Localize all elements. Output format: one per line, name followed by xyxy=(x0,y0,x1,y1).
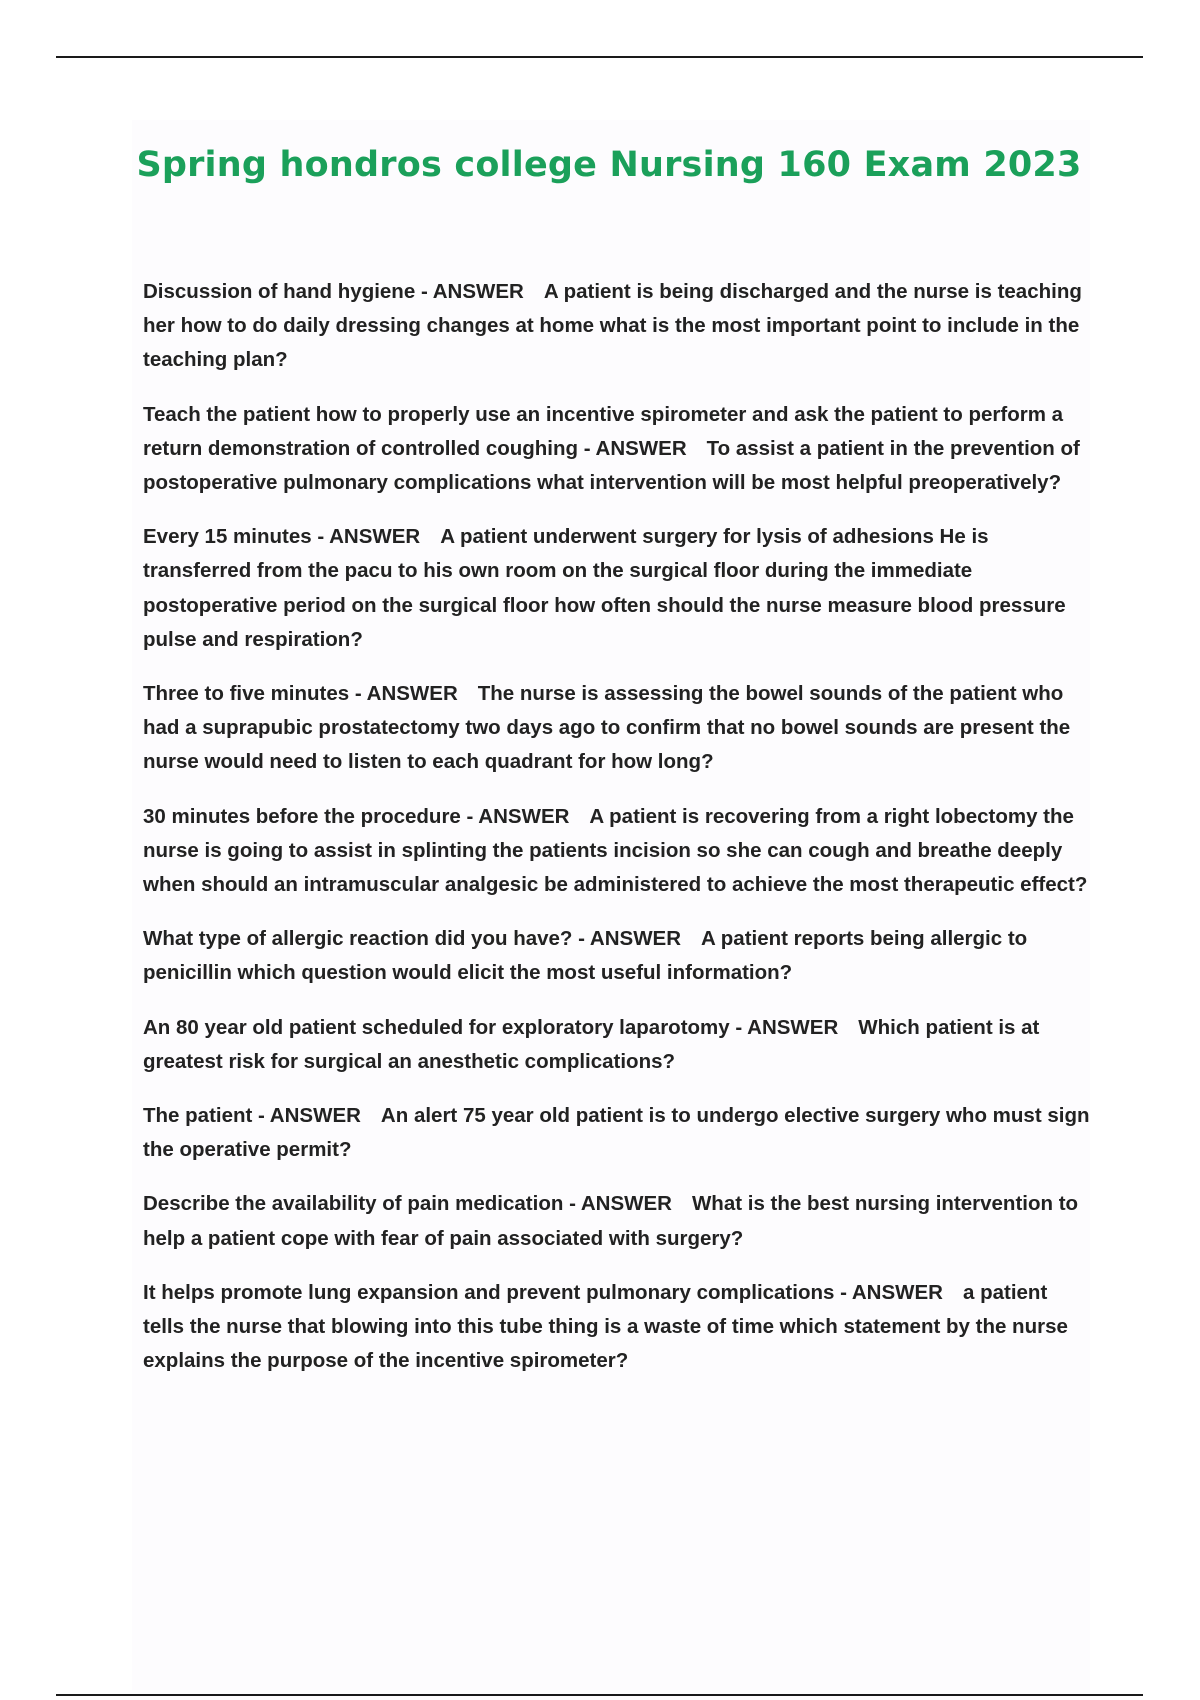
qa-question: The nurse is assessing the bowel sounds of the patient who had a suprapubic prostatectomy two days ago to confirm that no bowel sounds are present the nurse would need to listen to each quadrant for how long? xyxy=(143,682,1071,774)
qa-answer: Every 15 minutes xyxy=(143,525,312,549)
answer-tag: - ANSWER xyxy=(420,280,524,303)
answer-tag: - ANSWER xyxy=(735,1015,839,1039)
qa-question: A patient underwent surgery for lysis of adhesions He is transferred from the pacu to his own room on the surgical floor during the immediate postoperative period on the surgical floor how often should the nurse measure blood pressure pulse and respiration? xyxy=(143,525,1066,651)
qa-question: To assist a patient in the prevention of postoperative pulmonary complications what intervention will be most helpful preoperatively? xyxy=(143,436,1080,495)
answer-tag: - ANSWER xyxy=(583,436,687,460)
qa-question: What is the best nursing intervention to help a patient cope with fear of pain associated with surgery? xyxy=(143,1192,1079,1250)
answer-tag: - ANSWER xyxy=(354,682,458,706)
qa-item xyxy=(143,800,1093,903)
qa-question: A patient reports being allergic to penicillin which question would elicit the most useful information? xyxy=(143,927,1028,985)
qa-question: Which patient is at greatest risk for surgical an anesthetic complications? xyxy=(143,1015,1040,1073)
document-title: Spring hondros college Nursing 160 Exam 2023 xyxy=(136,145,1082,185)
answer-tag: - ANSWER xyxy=(569,1192,672,1216)
qa-item xyxy=(143,1276,1093,1379)
qa-list xyxy=(143,275,1093,1398)
qa-answer: It helps promote lung expansion and prevent pulmonary complications xyxy=(143,1280,835,1304)
qa-item xyxy=(143,275,1093,378)
qa-answer: What type of allergic reaction did you have? xyxy=(143,927,573,951)
qa-item xyxy=(143,1099,1093,1167)
qa-question: An alert 75 year old patient is to undergo elective surgery who must sign the operative permit? xyxy=(143,1104,1090,1162)
qa-item xyxy=(143,398,1093,501)
qa-answer: Teach the patient how to properly use an incentive spirometer and ask the patient to perform a return demonstration of controlled coughing xyxy=(143,402,1064,460)
qa-answer: 30 minutes before the procedure xyxy=(143,804,461,828)
qa-answer: An 80 year old patient scheduled for exploratory laparotomy xyxy=(143,1015,730,1039)
answer-tag: - ANSWER xyxy=(258,1104,361,1128)
qa-answer: Discussion of hand hygiene xyxy=(143,280,416,303)
top-rule xyxy=(56,56,1143,58)
qa-item xyxy=(143,922,1093,990)
qa-question: A patient is recovering from a right lobectomy the nurse is going to assist in splinting the patients incision so she can cough and breathe deeply when should an intramuscular analgesic be administered to achieve the most therapeutic effect? xyxy=(143,804,1088,897)
qa-answer: Describe the availability of pain medication xyxy=(143,1192,564,1216)
answer-tag: - ANSWER xyxy=(466,804,570,828)
answer-tag: - ANSWER xyxy=(840,1280,943,1304)
qa-answer: The patient xyxy=(143,1104,253,1128)
qa-item xyxy=(143,1011,1093,1079)
qa-question: A patient is being discharged and the nurse is teaching her how to do daily dressing changes at home what is the most important point to include in the teaching plan? xyxy=(143,280,1082,372)
bottom-rule xyxy=(56,1694,1143,1696)
qa-item xyxy=(143,677,1093,780)
qa-item xyxy=(143,520,1093,657)
qa-answer: Three to five minutes xyxy=(143,682,350,706)
answer-tag: - ANSWER xyxy=(317,525,421,549)
qa-question: a patient tells the nurse that blowing into this tube thing is a waste of time which statement by the nurse explains the purpose of the incentive spirometer? xyxy=(143,1280,1068,1373)
answer-tag: - ANSWER xyxy=(578,927,682,951)
qa-item xyxy=(143,1187,1093,1255)
